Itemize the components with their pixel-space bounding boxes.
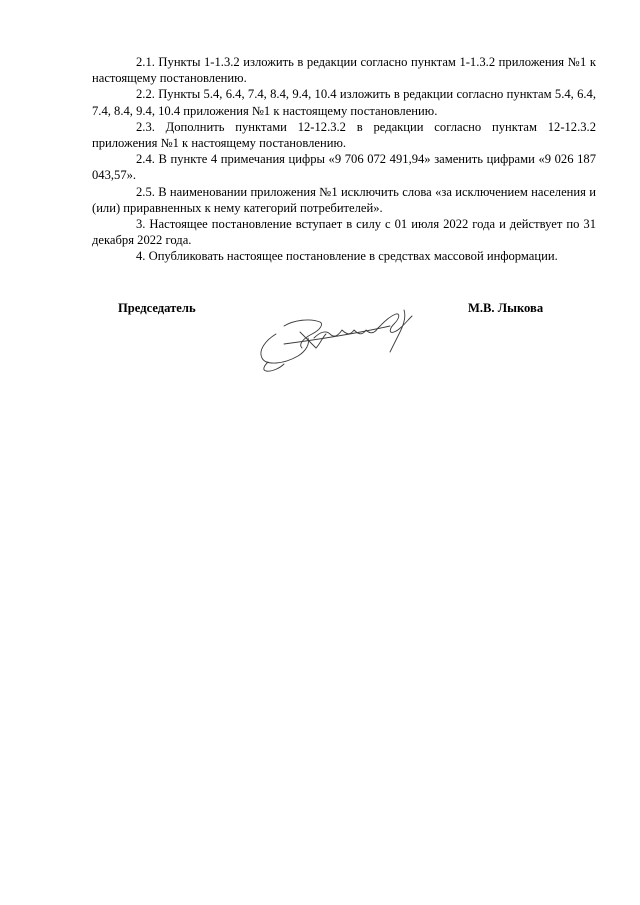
paragraph-2-5: 2.5. В наименовании приложения №1 исключить слова «за исключением населения и (или) приравненных к нему категорий потребителей».: [92, 184, 596, 215]
paragraph-3: 3. Настоящее постановление вступает в силу с 01 июля 2022 года и действует по 31 декабря 2022 года.: [92, 217, 596, 248]
paragraph-2-2: 2.2. Пункты 5.4, 6.4, 7.4, 8.4, 9.4, 10.4 изложить в редакции согласно пунктам 5.4, 6.4, 7.4, 8.4, 9.4, 10.4 приложения №1 к настоящему постановлению.: [92, 87, 596, 118]
signer-name: М.В. Лыкова: [468, 301, 544, 315]
paragraph-2-4: 2.4. В пункте 4 примечания цифры «9 706 072 491,94» заменить цифрами «9 026 187 043,57».: [92, 152, 596, 183]
signer-position-title: Председатель: [118, 301, 196, 315]
document-body: [92, 54, 596, 265]
paragraph-2-3: 2.3. Дополнить пунктами 12-12.3.2 в редакции согласно пунктам 12-12.3.2 приложения №1 к настоящему постановлению.: [92, 119, 596, 151]
paragraph-4: 4. Опубликовать настоящее постановление в средствах массовой информации.: [136, 249, 558, 264]
paragraph-2-1: 2.1. Пункты 1-1.3.2 изложить в редакции согласно пунктам 1-1.3.2 приложения №1 к настоящему постановлению.: [92, 55, 596, 86]
handwritten-signature: [254, 304, 424, 374]
